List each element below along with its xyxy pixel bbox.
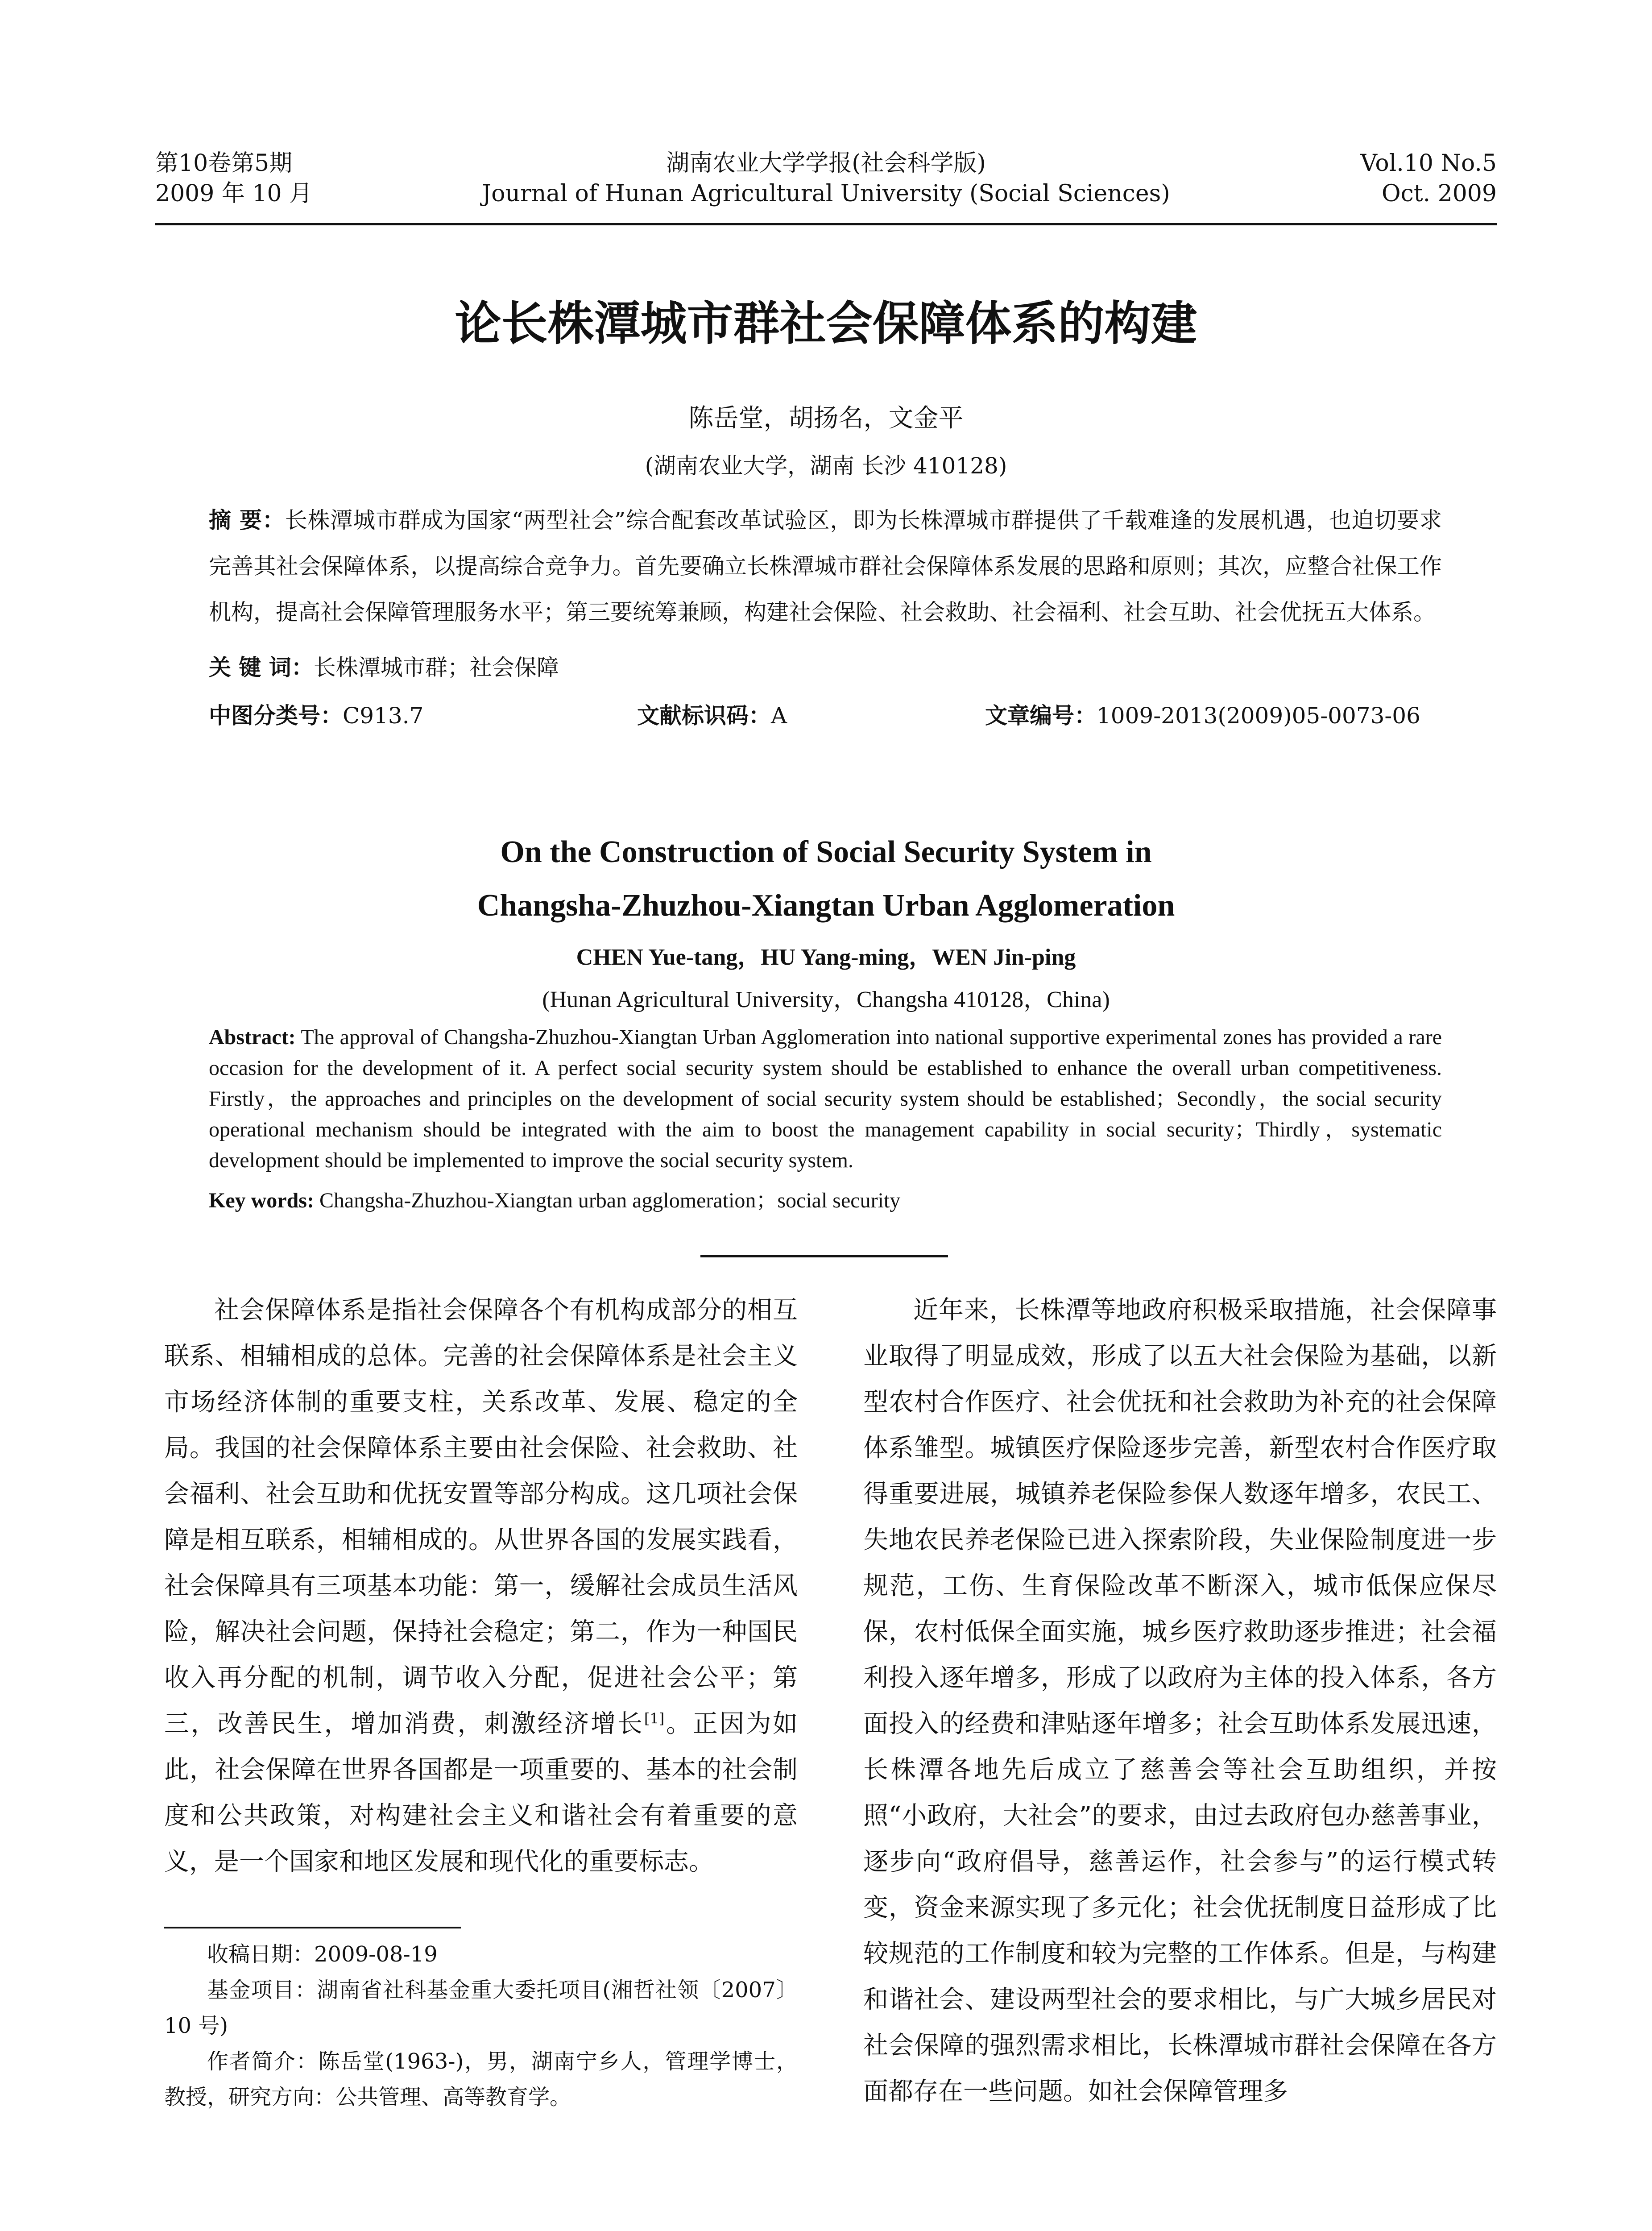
body-text: 。正因为如此，社会保障在世界各国都是一项重要的、基本的社会制度和公共政策，对构建社会主义和谐社会有着重要的意义，是一个国家和地区发展和现代化的重要标志。 [164,1709,798,1876]
body-paragraph: 近年来，长株潭等地政府积极采取措施，社会保障事业取得了明显成效，形成了以五大社会保险为基础，以新型农村合作医疗、社会优抚和社会救助为补充的社会保障体系雏型。城镇医疗保险逐步完善，新型农村合作医疗取得重要进展，城镇养老保险参保人数逐年增多，农民工、失地农民养老保险已进入探索阶段，失业保险制度进一步规范，工伤、生育保险改革不断深入，城市低保应保尽保，农村低保全面实施，城乡医疗救助逐步推进；社会福利投入逐年增多，形成了以政府为主体的投入体系，各方面投入的经费和津贴逐年增多；社会互助体系发展迅速，长株潭各地先后成立了慈善会等社会互助组织，并按照“小政府，大社会”的要求，由过去政府包办慈善事业，逐步向“政府倡导，慈善运作，社会参与”的运行模式转变，资金来源实现了多元化；社会优抚制度日益形成了比较规范的工作制度和较为完整的工作体系。但是，与构建和谐社会、建设两型社会的要求相比，与广大城乡居民对社会保障的强烈需求相比，长株潭城市群社会保障在各方面都存在一些问题。如社会保障管理多 [863,1296,1497,2106]
header-divider [155,223,1497,225]
body-column-right [863,1287,1497,2115]
clc-code [209,700,423,732]
abstract-text-cn: 长株潭城市群成为国家“两型社会”综合配套改革试验区，即为长株潭城市群提供了千载难逢的发展机遇，也迫切要求完善其社会保障体系，以提高综合竞争力。首先要确立长株潭城市群社会保障体系发展的思路和原则；其次，应整合社保工作机构，提高社会保障管理服务水平；第三要统筹兼顾，构建社会保险、社会救助、社会福利、社会互助、社会优抚五大体系。 [209,507,1442,625]
footnote-author-bio: 作者简介：陈岳堂(1963-)，男，湖南宁乡人，管理学博士，教授，研究方向：公共管理、高等教育学。 [164,2049,798,2110]
footnotes [164,1937,798,2115]
body-text: 社会保障体系是指社会保障各个有机构成部分的相互联系、相辅相成的总体。完善的社会保障体系是社会主义市场经济体制的重要支柱，关系改革、发展、稳定的全局。我国的社会保障体系主要由社会保险、社会救助、社会福利、社会互助和优抚安置等部分构成。这几项社会保障是相互联系，相辅相成的。从世界各国的发展实践看，社会保障具有三项基本功能：第一，缓解社会成员生活风险，解决社会问题，保持社会稳定；第二，作为一种国民收入再分配的机制，调节收入分配，促进社会公平；第三，改善民生，增加消费，刺激经济增长 [164,1296,798,1738]
document-code-value: A [771,703,787,729]
article-number-value: 1009-2013(2009)05-0073-06 [1097,703,1420,729]
paper-title-en-line1: On the Construction of Social Security System in [500,835,1152,869]
abstract-cn [209,498,1442,635]
article-number [985,700,1420,732]
keywords-label-en: Key words: [209,1189,314,1212]
abstract-en [209,1022,1442,1176]
volume-number: Vol.10 No.5 [1360,150,1497,177]
citation-ref: [1] [644,1710,665,1727]
journal-name-en: Journal of Hunan Agricultural University (Social Sciences) [482,180,1170,207]
body-column-left [164,1287,798,1885]
journal-volume [1361,148,1497,209]
article-number-label: 文章编号： [985,703,1097,729]
paper-title-cn: 论长株潭城市群社会保障体系的构建 [455,296,1197,351]
authors-cn: 陈岳堂，胡扬名，文金平 [688,404,964,433]
abstract-label-en: Abstract: [209,1025,296,1049]
clc-label: 中图分类号： [209,703,343,729]
abstract-text-en: The approval of Changsha-Zhuzhou-Xiangtan Urban Agglomeration into national supportive experimental zones has provided a rare occasion for the development of it. A perfect social security system should be established to enhance the overall urban competitiveness. Firstly，the approaches and principles on the development of social security system should be established；Secondly，the social security operational mechanism should be integrated with the aim to boost the management capability in social security；Thirdly，systematic development should be implemented to improve the social security system. [209,1025,1442,1172]
volume-date: Oct. 2009 [1381,180,1497,207]
keywords-en [209,1185,900,1217]
body-paragraph [164,1287,798,1885]
clc-value: C913.7 [343,703,424,729]
section-divider [700,1255,948,1257]
issue-date: 2009 年 10 月 [155,180,313,207]
paper-title-en-line2: Changsha-Zhuzhou-Xiangtan Urban Agglomeration [477,888,1175,923]
keywords-label-cn: 关 键 词： [209,655,314,680]
abstract-label-cn: 摘 要： [209,507,285,533]
authors-en: CHEN Yue-tang，HU Yang-ming，WEN Jin-ping [576,945,1076,970]
keywords-text-en: Changsha-Zhuzhou-Xiangtan urban agglomeration；social security [314,1189,901,1212]
document-code-label: 文献标识码： [637,703,771,729]
affiliation-en: (Hunan Agricultural University，Changsha 410128，China) [542,987,1110,1012]
journal-name-cn: 湖南农业大学学报(社会科学版) [666,150,986,177]
document-code [637,700,787,732]
footnote-divider [164,1927,461,1928]
keywords-text-cn: 长株潭城市群；社会保障 [313,655,559,680]
issue-volume: 第10卷第5期 [155,150,293,177]
paper-title-en [0,825,1652,933]
footnote-received: 收稿日期：2009-08-19 [207,1942,438,1967]
footnote-fund: 基金项目：湖南省社科基金重大委托项目(湘哲社领〔2007〕10 号) [164,1978,798,2038]
keywords-cn [209,651,559,684]
affiliation-cn: (湖南农业大学，湖南 长沙 410128) [645,453,1007,479]
